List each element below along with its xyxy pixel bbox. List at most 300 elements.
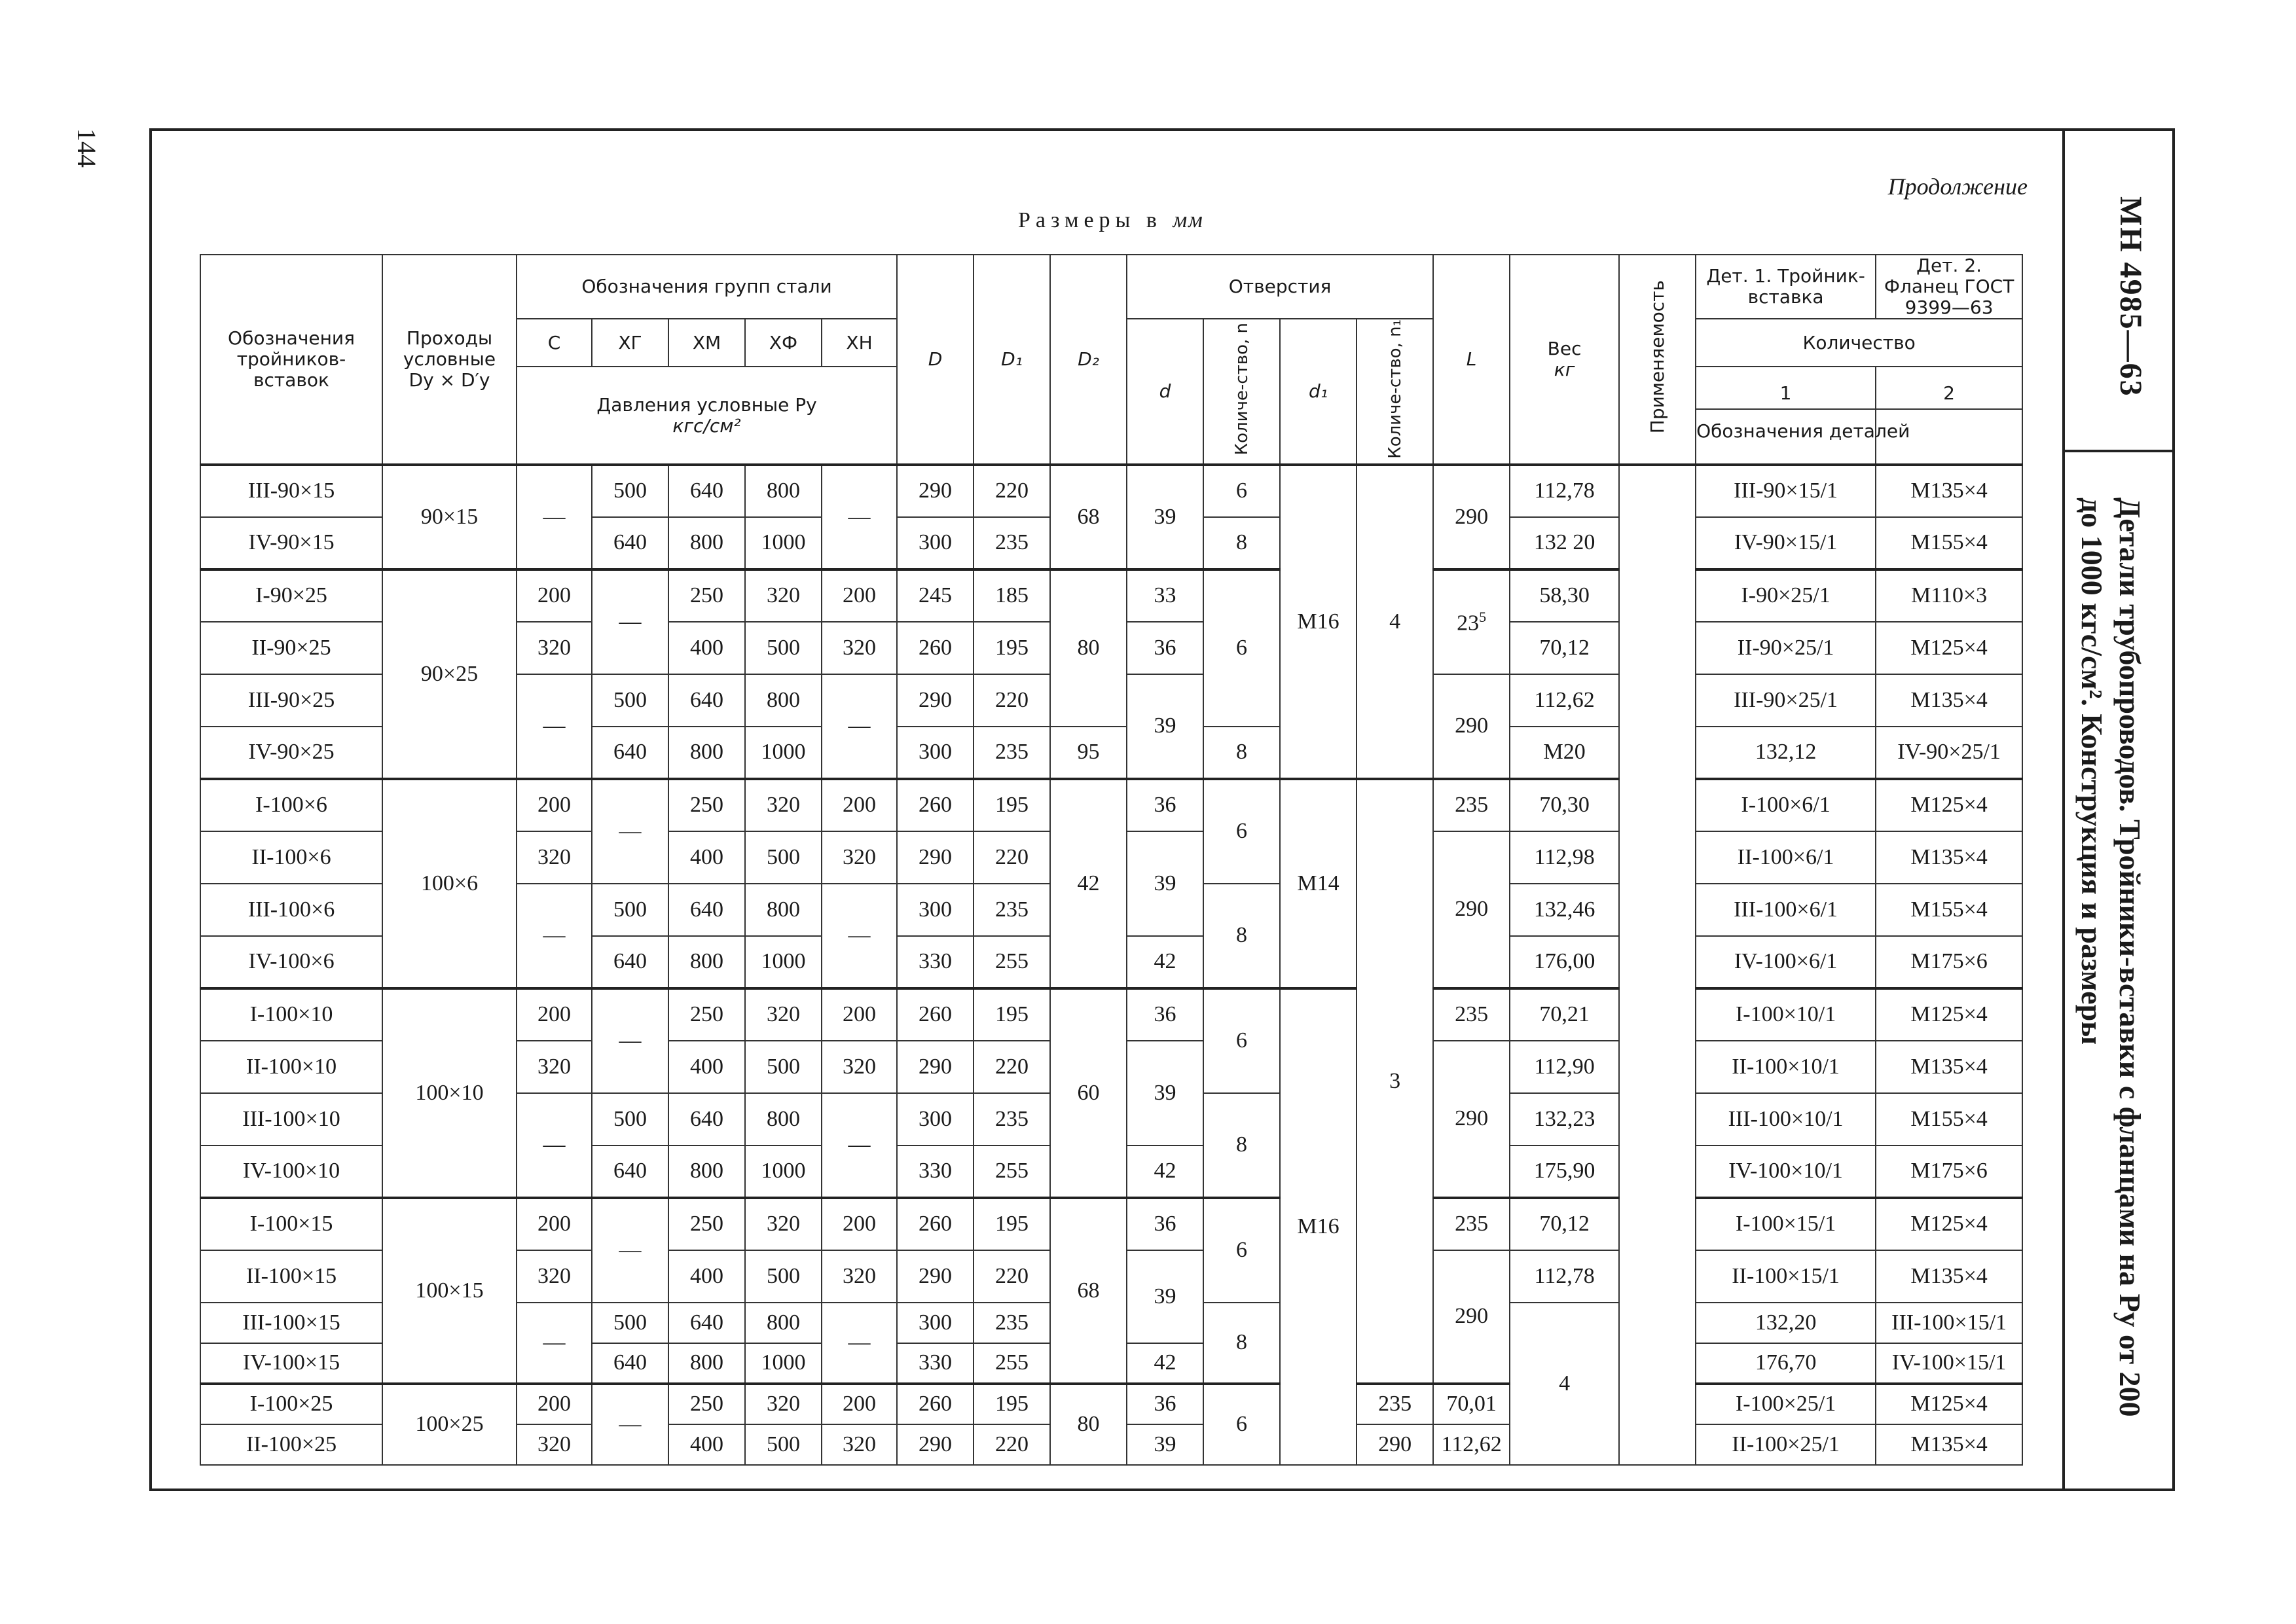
designation: III-100×6 — [200, 884, 382, 936]
weight: 112,90 — [1510, 1041, 1619, 1093]
weight: 132,12 — [1696, 727, 1876, 779]
n1: 4 — [1510, 1303, 1619, 1465]
weight: 176,70 — [1696, 1343, 1876, 1384]
steel-c: 320 — [517, 1250, 592, 1303]
steel-c: 200 — [517, 1384, 592, 1424]
L: 235 — [1433, 988, 1510, 1041]
steel-c: 200 — [517, 1198, 592, 1250]
header-passage-formula: Dу × D′у — [409, 369, 490, 391]
page-number: 144 — [72, 128, 101, 168]
designation: III-100×10 — [200, 1093, 382, 1146]
steel-hg: 500 — [592, 465, 668, 517]
standard-title — [2073, 497, 2149, 1479]
n: 6 — [1203, 779, 1280, 884]
weight: 112,62 — [1510, 674, 1619, 727]
steel-hf: 800 — [745, 884, 822, 936]
steel-c: — — [517, 465, 592, 569]
header-D2: D₂ — [1050, 255, 1127, 465]
D: 300 — [897, 1303, 974, 1343]
D1: 195 — [974, 1198, 1050, 1250]
n: 8 — [1203, 884, 1280, 988]
D: 260 — [897, 622, 974, 674]
steel-hg: 500 — [592, 1303, 668, 1343]
D2: 95 — [1050, 727, 1127, 779]
table-row — [200, 988, 2022, 1041]
D: 330 — [897, 1343, 974, 1384]
weight: 112,62 — [1433, 1424, 1510, 1465]
weight: 70,21 — [1510, 988, 1619, 1041]
n: 8 — [1203, 727, 1280, 779]
d1: M20 — [1510, 727, 1619, 779]
n: 6 — [1203, 988, 1280, 1093]
D1: 255 — [974, 1343, 1050, 1384]
steel-hn: 200 — [822, 569, 897, 622]
header-designation: Обозначения тройников-вставок — [200, 255, 382, 465]
d: 39 — [1127, 465, 1203, 569]
steel-hm: 250 — [668, 1384, 745, 1424]
steel-hm: 800 — [668, 517, 745, 569]
D: 300 — [897, 727, 974, 779]
weight: 132,20 — [1696, 1303, 1876, 1343]
weight: 175,90 — [1510, 1146, 1619, 1198]
steel-c: — — [517, 884, 592, 988]
designation: IV-100×15 — [200, 1343, 382, 1384]
D: 300 — [897, 884, 974, 936]
D1: 235 — [974, 1093, 1050, 1146]
steel-hf: 320 — [745, 569, 822, 622]
designation: I-100×15 — [200, 1198, 382, 1250]
d1: M16 — [1280, 465, 1357, 779]
D1: 220 — [974, 831, 1050, 884]
designation: II-100×15 — [200, 1250, 382, 1303]
steel-hm: 250 — [668, 569, 745, 622]
L: 290 — [1433, 674, 1510, 779]
header-D: D — [897, 255, 974, 465]
designation: II-100×10 — [200, 1041, 382, 1093]
d1: M14 — [1280, 779, 1357, 988]
steel-hn: — — [822, 1093, 897, 1198]
steel-hf: 500 — [745, 831, 822, 884]
D1: 220 — [974, 1041, 1050, 1093]
table-row — [200, 1384, 2022, 1424]
steel-hm: 250 — [668, 988, 745, 1041]
part2: M135×4 — [1876, 465, 2022, 517]
steel-hg: 640 — [592, 1343, 668, 1384]
part1: III-100×10/1 — [1696, 1093, 1876, 1146]
steel-hg: 500 — [592, 674, 668, 727]
passage: 90×15 — [382, 465, 517, 569]
D1: 220 — [974, 674, 1050, 727]
D1: 220 — [974, 1250, 1050, 1303]
D: 260 — [897, 988, 974, 1041]
steel-hm: 640 — [668, 1093, 745, 1146]
D: 260 — [897, 1198, 974, 1250]
header-pressure-unit: кгс/см² — [672, 414, 741, 437]
steel-hn: 200 — [822, 1384, 897, 1424]
n: 8 — [1203, 1303, 1280, 1384]
steel-hf: 500 — [745, 1250, 822, 1303]
part2: M155×4 — [1876, 517, 2022, 569]
part1: III-90×25/1 — [1696, 674, 1876, 727]
header-steel-hn: ХН — [822, 319, 897, 367]
D1: 235 — [974, 727, 1050, 779]
steel-hm: 640 — [668, 884, 745, 936]
table-row — [200, 569, 2022, 622]
steel-hf: 320 — [745, 1198, 822, 1250]
part2: M135×4 — [1876, 674, 2022, 727]
steel-hg: 640 — [592, 517, 668, 569]
d: 42 — [1127, 1343, 1203, 1384]
steel-hg: — — [592, 779, 668, 884]
table-row — [200, 779, 2022, 831]
steel-hm: 640 — [668, 674, 745, 727]
steel-hn: 320 — [822, 1424, 897, 1465]
frame-divider — [2065, 450, 2172, 452]
D: 290 — [897, 1250, 974, 1303]
designation: II-90×25 — [200, 622, 382, 674]
D1: 185 — [974, 569, 1050, 622]
header-steel-groups: Обозначения групп стали — [517, 255, 897, 319]
n: 8 — [1203, 1093, 1280, 1198]
designation: II-100×25 — [200, 1424, 382, 1465]
D1: 195 — [974, 622, 1050, 674]
steel-hg: 640 — [592, 727, 668, 779]
part1: II-100×6/1 — [1696, 831, 1876, 884]
header-applicability — [1619, 255, 1696, 465]
steel-hg: 640 — [592, 936, 668, 988]
continuation-label: Продолжение — [1887, 173, 2028, 200]
n: 6 — [1203, 569, 1280, 727]
steel-c: 200 — [517, 779, 592, 831]
d: 33 — [1127, 569, 1203, 622]
L: 235 — [1433, 779, 1510, 831]
steel-hm: 400 — [668, 1424, 745, 1465]
d: 39 — [1127, 1424, 1203, 1465]
weight: 70,12 — [1510, 1198, 1619, 1250]
part1: I-100×10/1 — [1696, 988, 1876, 1041]
steel-hf: 800 — [745, 674, 822, 727]
D1: 255 — [974, 1146, 1050, 1198]
steel-hm: 250 — [668, 779, 745, 831]
D1: 235 — [974, 884, 1050, 936]
steel-hf: 500 — [745, 1041, 822, 1093]
n1: 3 — [1357, 779, 1433, 1384]
n: 6 — [1203, 1198, 1280, 1303]
designation: I-100×10 — [200, 988, 382, 1041]
table-row — [200, 465, 2022, 517]
steel-c: 320 — [517, 1424, 592, 1465]
L: 290 — [1433, 1041, 1510, 1198]
D: 290 — [897, 1424, 974, 1465]
steel-c: 320 — [517, 622, 592, 674]
steel-hf: 500 — [745, 622, 822, 674]
applicability — [1619, 465, 1696, 1465]
n: 8 — [1203, 517, 1280, 569]
steel-hg: 640 — [592, 1146, 668, 1198]
header-weight — [1510, 255, 1619, 465]
part1: I-100×15/1 — [1696, 1198, 1876, 1250]
part2: M125×4 — [1876, 1384, 2022, 1424]
weight: 176,00 — [1510, 936, 1619, 988]
D: 330 — [897, 936, 974, 988]
weight: 132,23 — [1510, 1093, 1619, 1146]
header-applicability-text: Применяемость — [1646, 280, 1668, 434]
D1: 195 — [974, 988, 1050, 1041]
d: 36 — [1127, 1198, 1203, 1250]
part2: M135×4 — [1876, 1250, 2022, 1303]
steel-hg: — — [592, 1198, 668, 1303]
steel-c: 200 — [517, 569, 592, 622]
designation: I-90×25 — [200, 569, 382, 622]
units-caption — [1018, 208, 1204, 233]
steel-hn: 200 — [822, 988, 897, 1041]
D2: 68 — [1050, 1198, 1127, 1384]
header-n1 — [1357, 319, 1433, 465]
header-pressure — [517, 367, 897, 464]
steel-hn: 320 — [822, 1250, 897, 1303]
header-qty2 — [1876, 367, 2022, 464]
steel-c: 320 — [517, 1041, 592, 1093]
passage: 100×6 — [382, 779, 517, 988]
weight: 112,98 — [1510, 831, 1619, 884]
D1: 235 — [974, 1303, 1050, 1343]
part2: M175×6 — [1876, 936, 2022, 988]
steel-hf: 320 — [745, 1384, 822, 1424]
d: 39 — [1127, 831, 1203, 936]
D: 290 — [897, 1041, 974, 1093]
header-holes: Отверстия — [1127, 255, 1433, 319]
D2: 60 — [1050, 988, 1127, 1198]
header-passage — [382, 255, 517, 465]
weight: 70,30 — [1510, 779, 1619, 831]
d: 36 — [1127, 779, 1203, 831]
part2: M135×4 — [1876, 1041, 2022, 1093]
passage: 100×25 — [382, 1384, 517, 1465]
header-steel-hg: ХГ — [592, 319, 668, 367]
steel-hm: 400 — [668, 1250, 745, 1303]
header-steel-hm: ХМ — [668, 319, 745, 367]
units-label: Размеры в — [1018, 208, 1162, 232]
part1: IV-100×10/1 — [1696, 1146, 1876, 1198]
steel-hn: — — [822, 674, 897, 779]
part1: IV-100×15/1 — [1876, 1343, 2022, 1384]
header-weight-unit: кг — [1554, 358, 1575, 380]
steel-hm: 400 — [668, 622, 745, 674]
L: 290 — [1357, 1424, 1433, 1465]
L: 290 — [1433, 1250, 1510, 1384]
D: 300 — [897, 1093, 974, 1146]
header-qty1-value: 1 — [1696, 378, 1875, 410]
L: 290 — [1433, 465, 1510, 569]
steel-hg: — — [592, 1384, 668, 1465]
part2: M135×4 — [1876, 831, 2022, 884]
steel-hn: 320 — [822, 622, 897, 674]
steel-hg: — — [592, 569, 668, 674]
d: 36 — [1127, 1384, 1203, 1424]
dimensions-table — [200, 254, 2023, 1466]
part1: II-100×25/1 — [1696, 1424, 1876, 1465]
steel-hf: 1000 — [745, 1343, 822, 1384]
part1: III-100×6/1 — [1696, 884, 1876, 936]
header-qty1 — [1696, 367, 1910, 464]
D: 260 — [897, 1384, 974, 1424]
steel-c: — — [517, 1093, 592, 1198]
part2: M125×4 — [1876, 779, 2022, 831]
designation: III-90×15 — [200, 465, 382, 517]
D2: 80 — [1050, 569, 1127, 727]
steel-hf: 1000 — [745, 517, 822, 569]
D1: 255 — [974, 936, 1050, 988]
header-L: L — [1433, 255, 1510, 465]
steel-hm: 800 — [668, 727, 745, 779]
weight: 70,12 — [1510, 622, 1619, 674]
part2: M125×4 — [1876, 1198, 2022, 1250]
part1: IV-90×15/1 — [1696, 517, 1876, 569]
passage: 90×25 — [382, 569, 517, 779]
weight: 112,78 — [1510, 465, 1619, 517]
steel-hm: 800 — [668, 1146, 745, 1198]
designation: IV-100×6 — [200, 936, 382, 988]
d: 36 — [1127, 622, 1203, 674]
n: 6 — [1203, 465, 1280, 517]
d: 39 — [1127, 674, 1203, 779]
steel-c: — — [517, 1303, 592, 1384]
d: 42 — [1127, 1146, 1203, 1198]
L: 235 — [1433, 1198, 1510, 1250]
header-weight-label: Вес — [1547, 337, 1582, 359]
weight: 132,46 — [1510, 884, 1619, 936]
D1: 195 — [974, 1384, 1050, 1424]
steel-hn: — — [822, 1303, 897, 1384]
standard-title-line-1: Детали трубопроводов. Тройники-вставки с фланцами на Pу от 200 — [2113, 497, 2147, 1417]
part1: I-100×6/1 — [1696, 779, 1876, 831]
steel-hf: 1000 — [745, 936, 822, 988]
steel-hn: 320 — [822, 831, 897, 884]
header-quantity: Количество — [1696, 319, 2022, 367]
steel-hm: 400 — [668, 1041, 745, 1093]
d: 39 — [1127, 1250, 1203, 1343]
steel-hf: 1000 — [745, 1146, 822, 1198]
header-part1: Дет. 1. Тройник-вставка — [1696, 255, 1876, 319]
steel-hn: 320 — [822, 1041, 897, 1093]
part2: M175×6 — [1876, 1146, 2022, 1198]
standard-code: МН 4985—63 — [2113, 196, 2148, 397]
steel-hf: 800 — [745, 1303, 822, 1343]
steel-hm: 400 — [668, 831, 745, 884]
D1: 220 — [974, 1424, 1050, 1465]
steel-hf: 800 — [745, 1093, 822, 1146]
part2: M125×4 — [1876, 988, 2022, 1041]
header-n1-text: Количе-ство, n₁ — [1385, 319, 1405, 459]
D2: 80 — [1050, 1384, 1127, 1465]
L-exp: 5 — [1479, 608, 1487, 625]
passage: 100×10 — [382, 988, 517, 1198]
header-n — [1203, 319, 1280, 465]
header-passage-label: Проходы условные — [403, 327, 496, 370]
designation: III-100×15 — [200, 1303, 382, 1343]
designation: IV-100×10 — [200, 1146, 382, 1198]
D: 330 — [897, 1146, 974, 1198]
part2: M155×4 — [1876, 1093, 2022, 1146]
steel-hg: — — [592, 988, 668, 1093]
L-base: 23 — [1457, 610, 1480, 635]
part2: M110×3 — [1876, 569, 2022, 622]
steel-hf: 500 — [745, 1424, 822, 1465]
D2: 68 — [1050, 465, 1127, 569]
steel-hf: 320 — [745, 988, 822, 1041]
steel-hn: — — [822, 884, 897, 988]
steel-hf: 800 — [745, 465, 822, 517]
weight: 132 20 — [1510, 517, 1619, 569]
designation: I-100×6 — [200, 779, 382, 831]
header-steel-hf: ХФ — [745, 319, 822, 367]
D1: 220 — [974, 465, 1050, 517]
designation: IV-90×15 — [200, 517, 382, 569]
D1: 195 — [974, 779, 1050, 831]
header-D1: D₁ — [974, 255, 1050, 465]
designation: II-100×6 — [200, 831, 382, 884]
header-qty2-value: 2 — [1876, 378, 2022, 410]
D2: 42 — [1050, 779, 1127, 988]
steel-hg: 500 — [592, 1093, 668, 1146]
weight: 112,78 — [1510, 1250, 1619, 1303]
steel-hm: 640 — [668, 1303, 745, 1343]
steel-c: 200 — [517, 988, 592, 1041]
d: 39 — [1127, 1041, 1203, 1146]
part1: III-90×15/1 — [1696, 465, 1876, 517]
header-part2: Дет. 2. Фланец ГОСТ 9399—63 — [1876, 255, 2022, 319]
steel-hg: 500 — [592, 884, 668, 936]
D1: 235 — [974, 517, 1050, 569]
n: 6 — [1203, 1384, 1280, 1465]
steel-c: — — [517, 674, 592, 779]
part1: III-100×15/1 — [1876, 1303, 2022, 1343]
standard-title-line-2: до 1000 кгс/см². Конструкция и размеры — [2075, 497, 2109, 1045]
d: 42 — [1127, 936, 1203, 988]
part1: II-90×25/1 — [1696, 622, 1876, 674]
steel-c: 320 — [517, 831, 592, 884]
D: 245 — [897, 569, 974, 622]
header-d: d — [1127, 319, 1203, 465]
steel-hm: 800 — [668, 1343, 745, 1384]
D: 300 — [897, 517, 974, 569]
d1: M16 — [1280, 988, 1357, 1465]
D: 290 — [897, 465, 974, 517]
header-part-designations: Обозначения деталей — [1696, 420, 1910, 442]
passage: 100×15 — [382, 1198, 517, 1384]
designation: I-100×25 — [200, 1384, 382, 1424]
steel-hn: 200 — [822, 1198, 897, 1250]
part2: M135×4 — [1876, 1424, 2022, 1465]
steel-hf: 320 — [745, 779, 822, 831]
designation: IV-90×25 — [200, 727, 382, 779]
units-value: мм — [1173, 208, 1204, 232]
part1: I-100×25/1 — [1696, 1384, 1876, 1424]
D: 290 — [897, 674, 974, 727]
header-pressure-label: Давления условные Pу — [596, 393, 817, 416]
designation: III-90×25 — [200, 674, 382, 727]
part2: M155×4 — [1876, 884, 2022, 936]
weight: 70,01 — [1433, 1384, 1510, 1424]
part1: II-100×15/1 — [1696, 1250, 1876, 1303]
L: 290 — [1433, 831, 1510, 988]
steel-hf: 1000 — [745, 727, 822, 779]
steel-hn: — — [822, 465, 897, 569]
steel-hm: 250 — [668, 1198, 745, 1250]
part2: M125×4 — [1876, 622, 2022, 674]
L — [1433, 569, 1510, 674]
steel-hm: 640 — [668, 465, 745, 517]
